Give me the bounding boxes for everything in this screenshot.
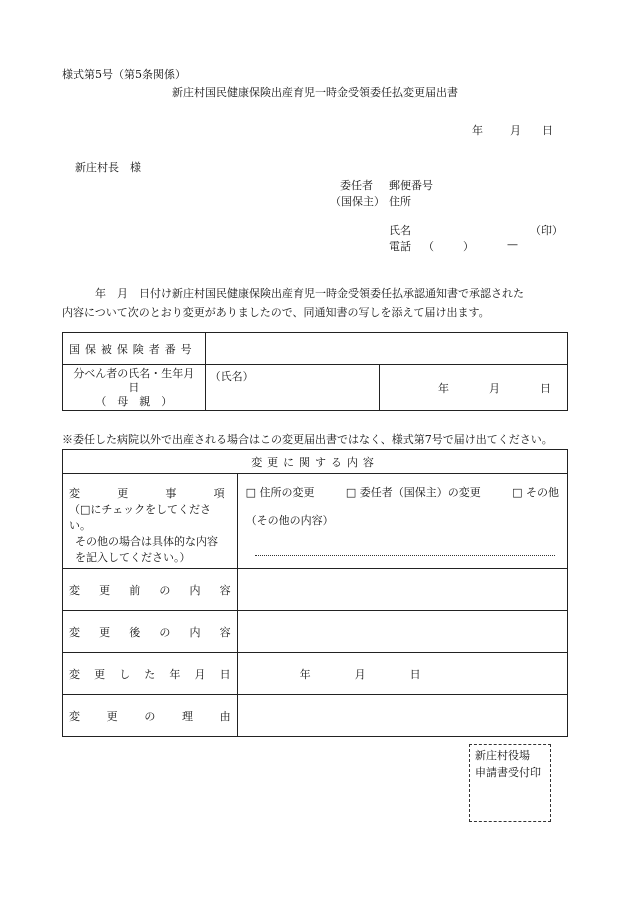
- stamp-line-2: 申請書受付印: [475, 766, 541, 779]
- change-details-header: 変更に関する内容: [63, 450, 568, 474]
- label-char: 内: [189, 583, 201, 597]
- before-label: [69, 582, 231, 598]
- label-char: 由: [219, 709, 231, 723]
- other-content-dotted-line: [255, 555, 555, 556]
- label-char: 事: [165, 487, 177, 500]
- checkbox-delegator[interactable]: □: [345, 486, 357, 499]
- intro-line-2: 内容について次のとおり変更がありましたので、同通知書の写しを添えて届け出ます。: [62, 306, 490, 319]
- address-label: 住所: [389, 195, 411, 208]
- change-items-note-3: を記入してください。）: [75, 551, 191, 564]
- reason-field[interactable]: [237, 695, 567, 737]
- change-items-label: [69, 486, 231, 502]
- change-date-label: [63, 653, 238, 695]
- mother-label: 分べん者の氏名・生年月 日 （ 母 親 ）: [63, 365, 206, 411]
- mother-name-placeholder: （氏名）: [209, 370, 254, 383]
- label-char: の: [159, 625, 171, 639]
- reason-label: [63, 695, 238, 737]
- label-char: 容: [219, 625, 231, 639]
- intro-date-prefix: 年 月 日付け: [95, 287, 172, 300]
- page-title: 新庄村国民健康保険出産育児一時金受領委任払変更届出書: [172, 86, 458, 99]
- label-char: 月: [194, 667, 206, 681]
- option-delegator-change[interactable]: □ 委任者（国保主）の変更: [345, 486, 481, 499]
- mother-name-field[interactable]: [205, 365, 380, 411]
- after-content-field[interactable]: [237, 611, 567, 653]
- option-address-change[interactable]: □ 住所の変更: [245, 486, 315, 499]
- other-content-label: （その他の内容）: [245, 514, 334, 527]
- change-details-table: [62, 449, 568, 737]
- before-content-label: [63, 569, 238, 611]
- label-char: た: [144, 667, 156, 681]
- addressee: 新庄村長 様: [75, 161, 141, 174]
- applicant-role-label: 委任者: [340, 179, 373, 192]
- date-month-label: 月: [510, 124, 521, 137]
- applicant-role-sub: （国保主）: [330, 195, 385, 208]
- label-char: 容: [219, 583, 231, 597]
- label-char: 前: [129, 583, 141, 597]
- after-content-label: [63, 611, 238, 653]
- label-char: し: [119, 667, 131, 681]
- label-char: 更: [99, 625, 111, 639]
- phone-dash: —: [507, 238, 518, 251]
- before-content-field[interactable]: [237, 569, 567, 611]
- seal-mark: （印）: [530, 224, 563, 237]
- label-char: の: [159, 583, 171, 597]
- label-char: 変: [69, 487, 80, 500]
- label-char: 理: [181, 709, 193, 723]
- label-char: 年: [169, 667, 181, 681]
- change-items-note-1: （□にチェックをしてください。: [69, 503, 212, 532]
- label-char: 項: [213, 487, 225, 500]
- label-char: 日: [219, 667, 231, 681]
- label-char: 内: [189, 625, 201, 639]
- label-char: 更: [117, 487, 129, 500]
- insured-info-table: [62, 332, 568, 411]
- notice-text: ※委任した病院以外で出産される場合はこの変更届出書ではなく、様式第7号で届け出てください。: [62, 433, 553, 446]
- change-date-month: 月: [354, 667, 366, 681]
- label-char: 更: [106, 709, 118, 723]
- change-items-note-2: その他の場合は具体的な内容: [75, 535, 218, 548]
- postal-code-label: 郵便番号: [389, 179, 433, 192]
- reception-stamp-box: [469, 744, 551, 822]
- phone-label: 電話: [389, 240, 411, 253]
- birth-year-label: 年: [438, 381, 449, 395]
- label-char: 変: [69, 667, 80, 681]
- label-char: 変: [69, 709, 80, 723]
- checkbox-other[interactable]: □: [512, 486, 523, 499]
- name-label: 氏名: [389, 224, 411, 237]
- phone-close-paren: ）: [463, 240, 474, 253]
- after-label: [69, 624, 231, 640]
- reason-label: [69, 708, 231, 724]
- insured-number-field[interactable]: [205, 333, 567, 365]
- change-date-day: 日: [409, 667, 421, 681]
- date-day-label: 日: [542, 124, 553, 137]
- date-year-label: 年: [472, 124, 483, 137]
- phone-open-paren: （: [423, 240, 434, 253]
- label-char: 変: [69, 625, 80, 639]
- stamp-line-1: 新庄村役場: [475, 749, 530, 762]
- label-char: 更: [99, 583, 111, 597]
- label-char: 後: [129, 625, 141, 639]
- mother-birthdate-field[interactable]: [380, 365, 568, 411]
- change-items-label-cell: [63, 474, 238, 569]
- date-label: [69, 666, 231, 682]
- change-date-year: 年: [299, 667, 311, 681]
- checkbox-address[interactable]: □: [245, 486, 257, 499]
- birth-day-label: 日: [540, 381, 551, 395]
- option-other[interactable]: □ その他: [512, 486, 559, 499]
- intro-line-1-text: 新庄村国民健康保険出産育児一時金受領委任払承認通知書で承認された: [172, 287, 524, 300]
- insured-number-label: 国保被保険者番号: [63, 333, 206, 365]
- change-date-field[interactable]: [237, 653, 567, 695]
- form-number: 様式第5号（第5条関係）: [62, 68, 186, 81]
- birth-month-label: 月: [489, 381, 500, 395]
- label-char: 変: [69, 583, 80, 597]
- label-char: 更: [94, 667, 106, 681]
- intro-line-1: [95, 285, 524, 301]
- label-char: の: [144, 709, 156, 723]
